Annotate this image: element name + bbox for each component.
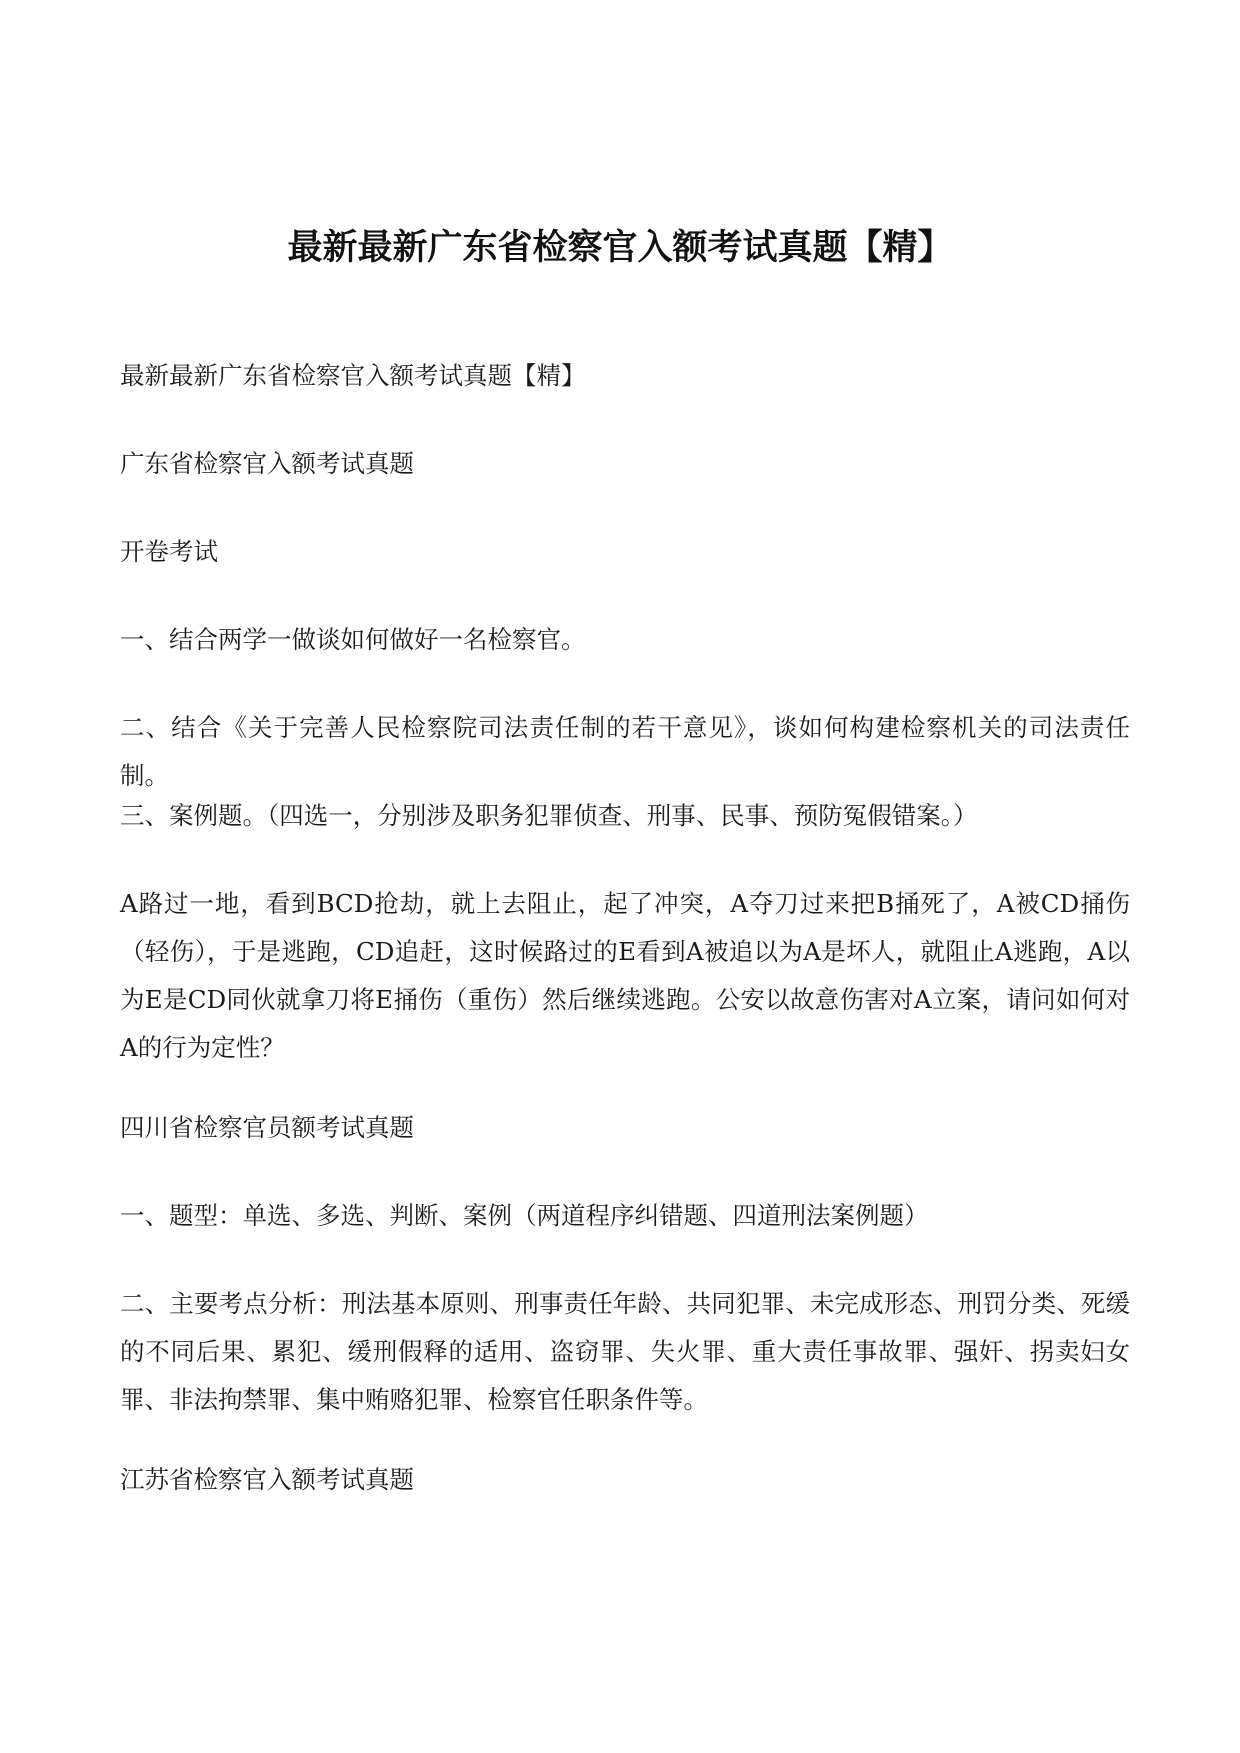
paragraph-question-3: 三、案例题。（四选一，分别涉及职务犯罪侦查、刑事、民事、预防冤假错案。） bbox=[120, 801, 978, 830]
paragraph-sichuan-heading: 四川省检察官员额考试真题 bbox=[120, 1113, 414, 1142]
document-title: 最新最新广东省检察官入额考试真题【精】 bbox=[287, 228, 953, 268]
paragraph-key-points: 二、主要考点分析：刑法基本原则、刑事责任年龄、共同犯罪、未完成形态、刑罚分类、死缓的不同后果、累犯、缓刑假释的适用、盗窃罪、失火罪、重大责任事故罪、强奸、拐卖妇女罪、非法拘禁罪、集中贿赂犯罪、检察官任职条件等。 bbox=[120, 1289, 1130, 1414]
paragraph-guangdong-heading: 广东省检察官入额考试真题 bbox=[120, 449, 414, 478]
paragraph-case-description: A路过一地，看到BCD抢劫，就上去阻止，起了冲突，A夺刀过来把B捅死了，A被CD捅伤（轻伤），于是逃跑，CD追赶，这时候路过的E看到A被追以为A是坏人，就阻止A逃跑，A以为E是CD同伙就拿刀将E捅伤（重伤）然后继续逃跑。公安以故意伤害对A立案，请问如何对A的行为定性？ bbox=[120, 889, 1130, 1062]
paragraph-question-2: 二、结合《关于完善人民检察院司法责任制的若干意见》，谈如何构建检察机关的司法责任制。 bbox=[120, 713, 1130, 790]
paragraph-question-1: 一、结合两学一做谈如何做好一名检察官。 bbox=[120, 625, 586, 654]
paragraph-open-book: 开卷考试 bbox=[120, 537, 218, 566]
paragraph-jiangsu-heading: 江苏省检察官入额考试真题 bbox=[120, 1465, 414, 1494]
paragraph-subtitle: 最新最新广东省检察官入额考试真题【精】 bbox=[120, 361, 586, 390]
paragraph-question-types: 一、题型：单选、多选、判断、案例（两道程序纠错题、四道刑法案例题） bbox=[120, 1201, 929, 1230]
